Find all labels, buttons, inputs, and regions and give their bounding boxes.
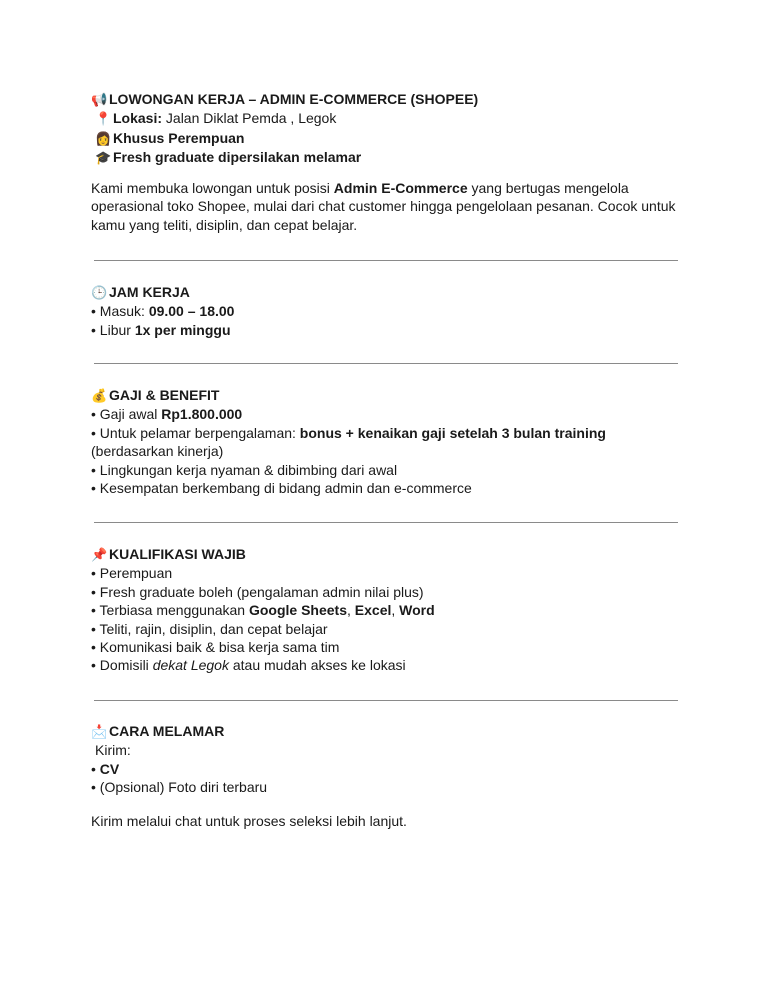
header-block — [91, 90, 691, 168]
closing-note: Kirim melalui chat untuk proses seleksi lebih lanjut. — [91, 813, 407, 829]
domisili-line — [91, 656, 691, 674]
libur-value: 1x per minggu — [134, 321, 231, 338]
foto-line: • (Opsional) Foto diri terbaru — [91, 779, 268, 796]
masuk-label: • Masuk: — [91, 303, 149, 320]
pengalaman-label: • Untuk pelamar berpengalaman: — [91, 424, 300, 441]
fresh-line — [91, 148, 691, 167]
title-line — [91, 90, 691, 109]
excel: Excel — [354, 602, 392, 619]
gender-requirement: Khusus Perempuan — [113, 129, 245, 146]
pengalaman-value: bonus + kenaikan gaji setelah 3 bulan training — [299, 424, 606, 441]
fresh-graduate-note: Fresh graduate dipersilakan melamar — [113, 149, 362, 166]
divider — [94, 522, 678, 523]
location-value: Jalan Diklat Pemda , Legok — [165, 110, 337, 127]
location-label: Lokasi: — [113, 110, 163, 127]
teliti-line: • Teliti, rajin, disiplin, dan cepat belajar — [91, 620, 328, 637]
cara-heading-line — [91, 722, 691, 741]
gender-line — [91, 129, 691, 148]
terbiasa-line — [91, 601, 691, 619]
masuk-value: 09.00 – 18.00 — [148, 303, 235, 320]
domisili-italic: dekat Legok — [152, 657, 229, 674]
cara-melamar-section — [91, 722, 691, 797]
terbiasa-label: • Terbiasa menggunakan — [91, 602, 249, 619]
fresh-graduate-line: • Fresh graduate boleh (pengalaman admin nilai plus) — [91, 583, 424, 600]
woman-icon: 👩 — [95, 130, 112, 146]
clock-icon: 🕒 — [91, 285, 108, 300]
divider — [94, 260, 678, 261]
pengalaman-note: (berdasarkan kinerja) — [91, 443, 224, 460]
lingkungan-line: • Lingkungan kerja nyaman & dibimbing dari awal — [91, 461, 398, 478]
gaji-section — [91, 386, 691, 497]
kualifikasi-heading: KUALIFIKASI WAJIB — [109, 546, 246, 562]
google-sheets: Google Sheets — [248, 602, 348, 619]
cv: CV — [99, 760, 120, 777]
word: Word — [399, 602, 435, 619]
gaji-heading: GAJI & BENEFIT — [109, 387, 220, 403]
cara-heading: CARA MELAMAR — [109, 723, 225, 739]
domisili-label: • Domisili — [91, 657, 153, 674]
libur-line — [91, 321, 691, 339]
location-line — [91, 109, 691, 128]
pushpin-icon: 📌 — [91, 547, 108, 562]
libur-label: • Libur — [91, 321, 135, 338]
separator: , — [347, 602, 355, 619]
pin-icon: 📍 — [95, 111, 112, 127]
kesempatan-line: • Kesempatan berkembang di bidang admin dan e-commerce — [91, 480, 472, 497]
money-bag-icon: 💰 — [91, 388, 108, 403]
cv-line — [91, 760, 691, 778]
intro-text-1: Kami membuka lowongan untuk posisi — [91, 180, 334, 196]
jam-heading-line — [91, 283, 691, 302]
pengalaman-line — [91, 424, 691, 442]
job-title: LOWONGAN KERJA – ADMIN E-COMMERCE (SHOPEE) — [109, 91, 479, 107]
komunikasi-line: • Komunikasi baik & bisa kerja sama tim — [91, 639, 340, 656]
intro-paragraph — [91, 179, 681, 234]
perempuan-line: • Perempuan — [91, 565, 173, 582]
jam-kerja-section — [91, 283, 691, 339]
jam-heading: JAM KERJA — [109, 284, 190, 300]
domisili-rest: atau mudah akses ke lokasi — [228, 657, 406, 674]
kirim-label: Kirim: — [95, 742, 131, 759]
separator: , — [391, 602, 400, 619]
kualifikasi-heading-line — [91, 545, 691, 564]
gaji-heading-line — [91, 386, 691, 405]
divider — [94, 700, 678, 701]
envelope-icon: 📩 — [91, 724, 108, 739]
megaphone-icon: 📢 — [91, 92, 108, 107]
bullet: • — [91, 760, 100, 777]
intro-text-2: yang bertugas mengelola operasional toko Shopee, mulai dari chat customer hingga pengelolaan pesanan. Cocok untuk kamu yang teliti, disiplin, dan cepat belajar. — [91, 180, 676, 233]
gaji-awal-label: • Gaji awal — [91, 406, 162, 423]
intro-position: Admin E-Commerce — [333, 180, 468, 196]
divider — [94, 363, 678, 364]
graduation-cap-icon: 🎓 — [95, 150, 112, 166]
gaji-awal-value: Rp1.800.000 — [161, 406, 243, 423]
kualifikasi-section — [91, 545, 691, 675]
gaji-awal-line — [91, 405, 691, 423]
masuk-line — [91, 302, 691, 320]
